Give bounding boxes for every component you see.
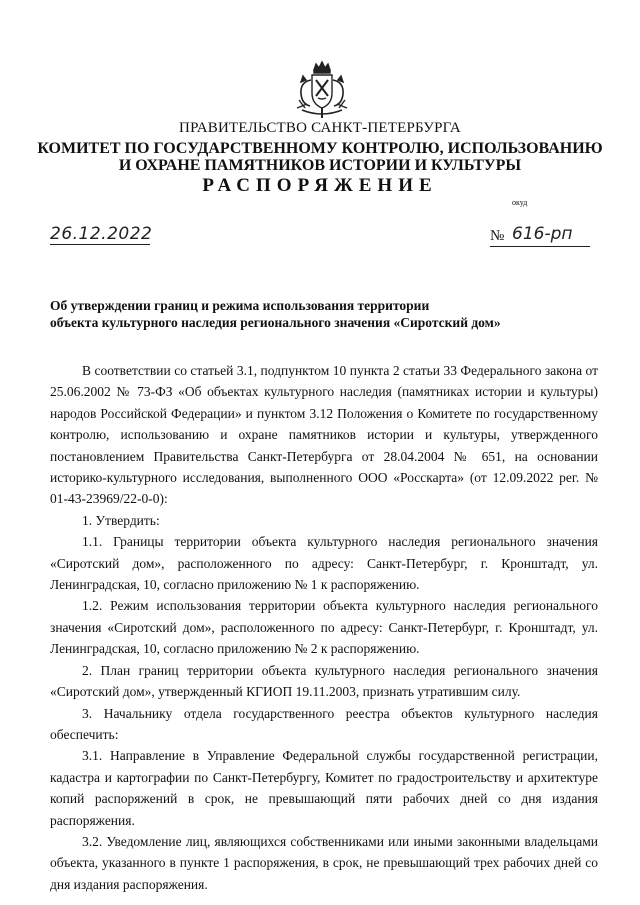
paragraph-3-1: 3.1. Направление в Управление Федеральной службы государственной регистрации, кадастра и картографии по Санкт-Петербургу, Комитет по градостроительству и архитектуре копий распоряжений в срок, не превышающий пяти рабочих дней со дня издания распоряжения. — [50, 748, 598, 828]
paragraph-3: 3. Начальнику отдела государственного реестра объектов культурного наследия обеспечить: — [50, 705, 598, 742]
document-subject — [50, 297, 570, 331]
subject-line1: Об утверждении границ и режима использования территории — [50, 298, 430, 313]
paragraph-2: 2. План границ территории объекта культурного наследия регионального значения «Сиротский дом», утвержденный КГИОП 19.11.2003, признать утратившим силу. — [50, 662, 598, 700]
subject-line2: объекта культурного наследия регионального значения «Сиротский дом» — [50, 315, 501, 330]
document-date: 26.12.2022 — [50, 224, 153, 244]
paragraph-1: 1. Утвердить: — [82, 512, 160, 528]
committee-title-line1: КОМИТЕТ ПО ГОСУДАРСТВЕННОМУ КОНТРОЛЮ, ИСПОЛЬЗОВАНИЮ — [37, 140, 603, 157]
paragraph-1-2: 1.2. Режим использования территории объекта культурного наследия регионального значения «Сиротский дом», расположенного по адресу: Санкт-Петербург, г. Кронштадт, ул. Ленинградская, 10, согласно приложению № 2 к распоряжению. — [50, 598, 598, 657]
government-title: ПРАВИТЕЛЬСТВО САНКТ-ПЕТЕРБУРГА — [179, 120, 461, 136]
number-sign: № — [490, 228, 505, 244]
committee-title — [0, 140, 640, 174]
paragraph-preamble: В соответствии со статьей 3.1, подпунктом 10 пункта 2 статьи 33 Федерального закона от 25.06.2002 № 73-ФЗ «Об объектах культурного наследия (памятниках истории и культуры) народов Российской Федерации» и пунктом 3.12 Положения о Комитете по государственному контролю, использованию и охране памятников истории и культуры, утвержденного постановлением Правительства Санкт-Петербурга от 28.04.2004 № 651, на основании историко-культурного исследования, выполненного ООО «Росскарта» (от 12.09.2022 рег. № 01-43-23969/22-0-0): — [50, 363, 598, 507]
committee-title-line2: И ОХРАНЕ ПАМЯТНИКОВ ИСТОРИИ И КУЛЬТУРЫ — [118, 157, 522, 174]
document-number: 616-рп — [512, 224, 573, 244]
okud-label: окуд — [512, 198, 528, 207]
paragraph-1-1: 1.1. Границы территории объекта культурного наследия регионального значения «Сиротский дом», расположенного по адресу: Санкт-Петербург, г. Кронштадт, ул. Ленинградская, 10, согласно приложению № 1 к распоряжению. — [50, 534, 598, 593]
document-type: РАСПОРЯЖЕНИЕ — [202, 175, 438, 196]
paragraph-3-2: 3.2. Уведомление лиц, являющихся собственниками или иными законными владельцами объекта, указанного в пункте 1 распоряжения, в срок, не превышающий трех рабочих дней со дня издания распоряжения. — [50, 833, 598, 892]
document-body — [50, 360, 598, 895]
coat-of-arms-icon — [294, 60, 350, 122]
